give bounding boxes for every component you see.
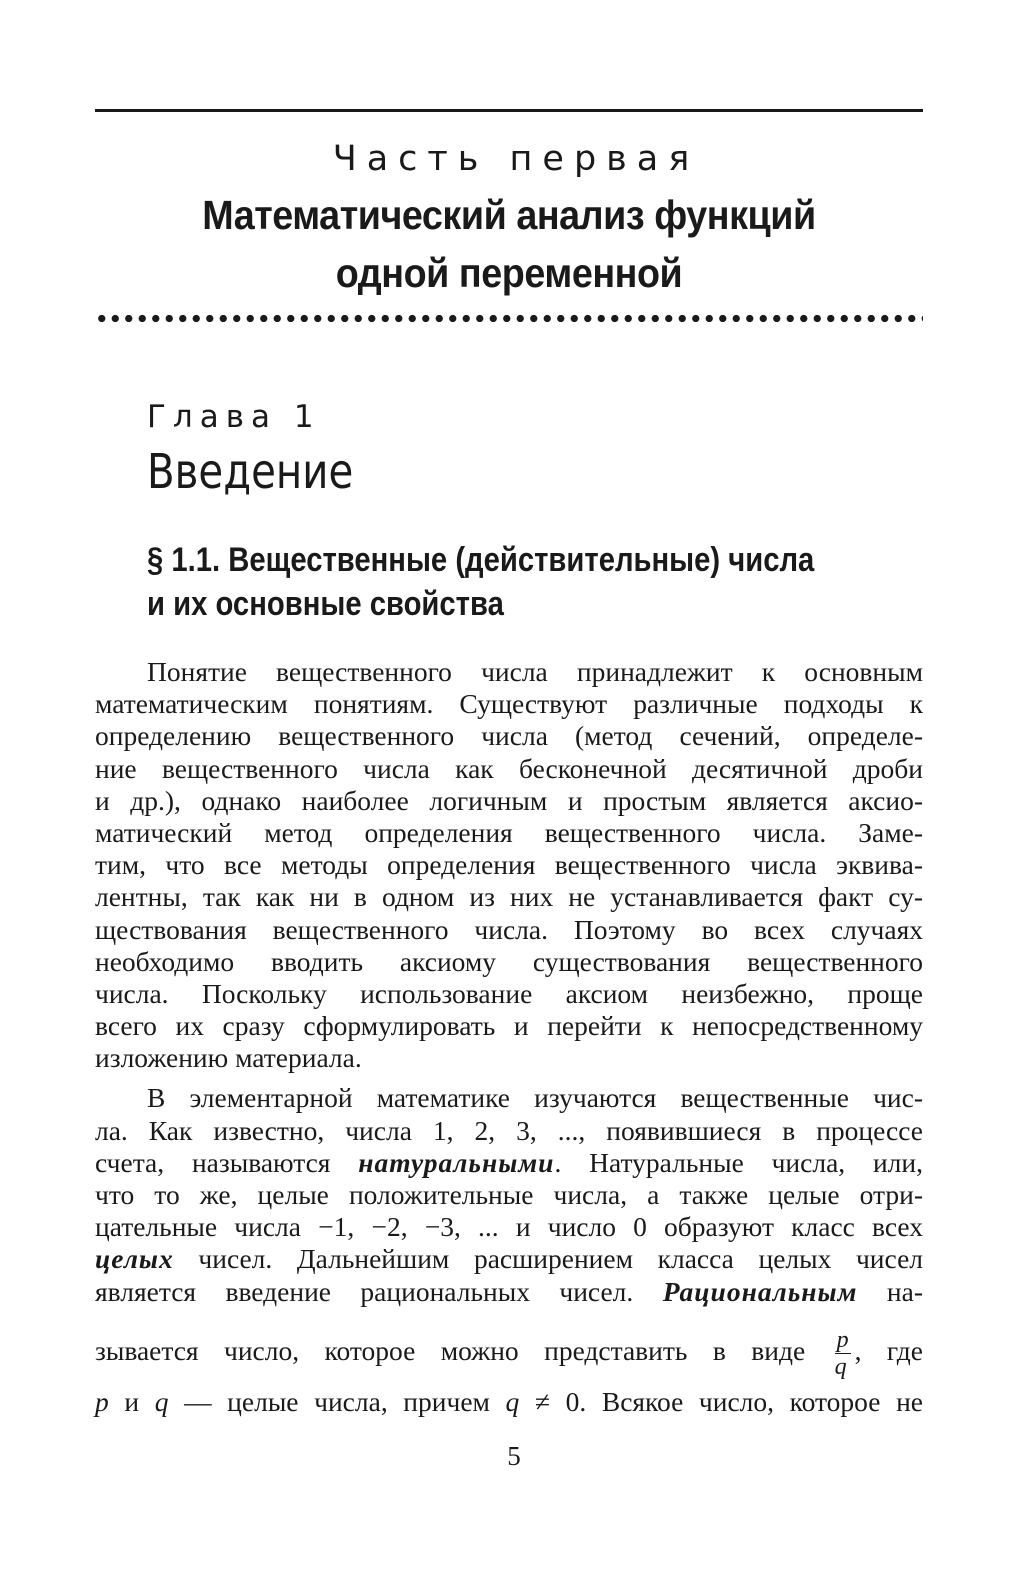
text-run: . Натуральные числа, или, (554, 1146, 923, 1178)
paragraph-2-fraction-line (95, 1318, 923, 1384)
paragraph-1-line: определению вещественного числа (метод сечений, определе- (95, 720, 923, 752)
text-run: счета, называются (95, 1146, 359, 1178)
part-title-line-2: одной переменной (335, 250, 683, 296)
paragraph-1-line: ние вещественного числа как бесконечной десятичной дроби (95, 752, 923, 784)
part-title (128, 186, 890, 302)
chapter-label: Глава 1 (147, 399, 321, 435)
body-text (95, 656, 923, 1418)
section-title-line-2: и их основные свойства (147, 585, 504, 623)
paragraph-2-line: цательные числа −1, −2, −3, ... и число 0 образуют класс всех (95, 1211, 923, 1243)
paragraph-1-line: необходимо вводить аксиому существования вещественного (95, 945, 923, 977)
paragraph-2-line (95, 1276, 923, 1308)
fraction-numerator: p (836, 1326, 849, 1353)
paragraph-1-line: изложению материала. (95, 1042, 362, 1074)
variable-q: q (154, 1385, 169, 1417)
variable-q: q (505, 1385, 520, 1417)
paragraph-1-line: всего их сразу сформулировать и перейти к непосредственному (95, 1010, 923, 1042)
fraction-denominator: q (834, 1353, 847, 1380)
term-integer: целых (95, 1243, 174, 1275)
section-title-line-1: § 1.1. Вещественные (действительные) числа (147, 541, 815, 579)
term-natural: натуральными (358, 1146, 555, 1178)
page-number: 5 (507, 1441, 521, 1471)
paragraph-1-line: ществования вещественного числа. Поэтому во всех случаях (95, 913, 923, 945)
chapter-title: Введение (147, 444, 354, 500)
text-run: зывается число, которое можно представить в виде (95, 1334, 806, 1366)
dotted-divider (95, 314, 923, 323)
paragraph-2-line: что то же, целые положительные числа, а также целые отри- (95, 1179, 923, 1210)
part-title-line-1: Математический анализ функций (202, 192, 816, 238)
paragraph-1-line: и др.), однако наиболее логичным и простым является аксио- (95, 784, 923, 816)
paragraph-1-line: числа. Поскольку использование аксиом неизбежно, проще (95, 977, 923, 1009)
paragraph-1-line: лентны, так как ни в одном из них не устанавливается факт су- (95, 881, 923, 913)
paragraph-1-line: матический метод определения вещественного числа. Заме- (95, 816, 923, 848)
fraction-p-over-q (835, 1327, 851, 1380)
text-run: на- (857, 1275, 923, 1307)
text-run: и (108, 1385, 155, 1417)
paragraph-2-line (95, 1147, 923, 1179)
section-title (147, 538, 815, 626)
paragraph-2-line (95, 1386, 923, 1418)
paragraph-2-line: ла. Как известно, числа 1, 2, 3, ..., появившиеся в процессе (95, 1114, 923, 1146)
text-run: — целые числа, причем (168, 1385, 506, 1417)
text-run: чисел. Дальнейшим расширением класса целых чисел (173, 1243, 923, 1275)
paragraph-2-line (95, 1243, 923, 1275)
variable-p: p (95, 1385, 109, 1417)
paragraph-1-line: тим, что все методы определения вещественного числа эквива- (95, 849, 923, 881)
paragraph-1-line: Понятие вещественного числа принадлежит к основным (147, 656, 923, 687)
text-run: , где (854, 1334, 923, 1366)
text-run: ≠ 0. Всякое число, которое не (519, 1385, 923, 1417)
paragraph-2-line: В элементарной математике изучаются вещественные чис- (147, 1082, 923, 1114)
term-rational: Рациональным (662, 1275, 858, 1307)
paragraph-1-line: математическим понятиям. Существуют различные подходы к (95, 688, 923, 720)
top-rule (95, 109, 923, 112)
text-run: является введение рациональных чисел. (95, 1275, 663, 1307)
part-label: Часть первая (332, 139, 700, 179)
